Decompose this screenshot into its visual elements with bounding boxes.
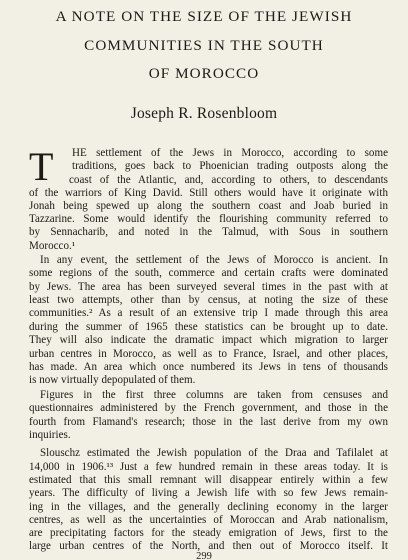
body-line: Slouschz estimated the Jewish population of the Draa and Tafilalet at	[40, 447, 388, 459]
body-line: during the summer of 1965 these statistics can be brought up to date.	[29, 321, 388, 333]
body-line: They will also indicate the dramatic impact which migration to larger	[29, 334, 388, 346]
body-line: Tazzarine. Some would identify the flourishing community referred to	[29, 213, 388, 225]
body-line: years. The difficulty of living a Jewish life with so few Jews remain-	[29, 487, 388, 499]
article-title-line-1: A NOTE ON THE SIZE OF THE JEWISH	[55, 8, 353, 25]
body-line: traditions, goes back to Phoenician trading outposts along the	[72, 160, 388, 172]
body-line: HE settlement of the Jews in Morocco, according to some	[72, 147, 388, 159]
body-line: Jonah being spewed up along the southern coast and Joab buried in	[29, 200, 388, 212]
body-line: fourth from Flamand's research; those in the last derive from my own	[29, 416, 388, 428]
body-line: some regions of the south, commerce and certain crafts were dominated	[29, 267, 388, 279]
article-title-line-3: OF MOROCCO	[148, 65, 260, 82]
body-line: centres, as well as the uncertainties of Moroccan and Arab nationalism,	[29, 514, 388, 526]
body-line: inquiries.	[29, 429, 71, 441]
body-line: In any event, the settlement of the Jews of Morocco is ancient. In	[40, 254, 388, 266]
body-line: Figures in the first three columns are taken from censuses and	[40, 389, 388, 401]
body-line: large urban centres of the North, and then out of Morocco itself. It	[29, 540, 388, 552]
page-number: 299	[196, 551, 212, 560]
body-line: are precipitating factors for the steady emigration of Jews, first to the	[29, 527, 388, 539]
body-line: by Jews. The area has been surveyed several times in the past with at	[29, 281, 388, 293]
body-line: estimated that this small remnant will disappear entirely within a few	[29, 474, 388, 486]
article-title-line-2: COMMUNITIES IN THE SOUTH	[84, 37, 324, 54]
body-line: Morocco.¹	[29, 240, 76, 252]
body-line: questionnaires administered by the French government, and those in the	[29, 402, 388, 414]
drop-cap: T	[29, 144, 54, 189]
body-line: communities.² As a result of an extensive trip I made through this area	[29, 307, 388, 319]
article-author: Joseph R. Rosenbloom	[130, 105, 278, 122]
body-line: has made. An area which once numbered its Jews in tens of thousands	[29, 361, 388, 373]
body-line: 14,000 in 1906.¹³ Just a few hundred remain in these areas today. It is	[29, 461, 388, 473]
body-line: coast of the Atlantic, and, according to others, to descendants	[69, 174, 388, 186]
body-line: least two attempts, other than by census, at noting the size of these	[29, 294, 388, 306]
body-line: ing in the villages, and the generally declining economy in the larger	[29, 501, 388, 513]
body-line: of the warriors of King David. Still others would have it originate with	[29, 187, 388, 199]
body-line: by Sennacharib, and noted in the Talmud, with Sous in southern	[29, 226, 388, 238]
body-line: urban centres in Morocco, as well as to France, Israel, and other places,	[29, 348, 388, 360]
body-line: is now virtually depopulated of them.	[29, 374, 196, 386]
